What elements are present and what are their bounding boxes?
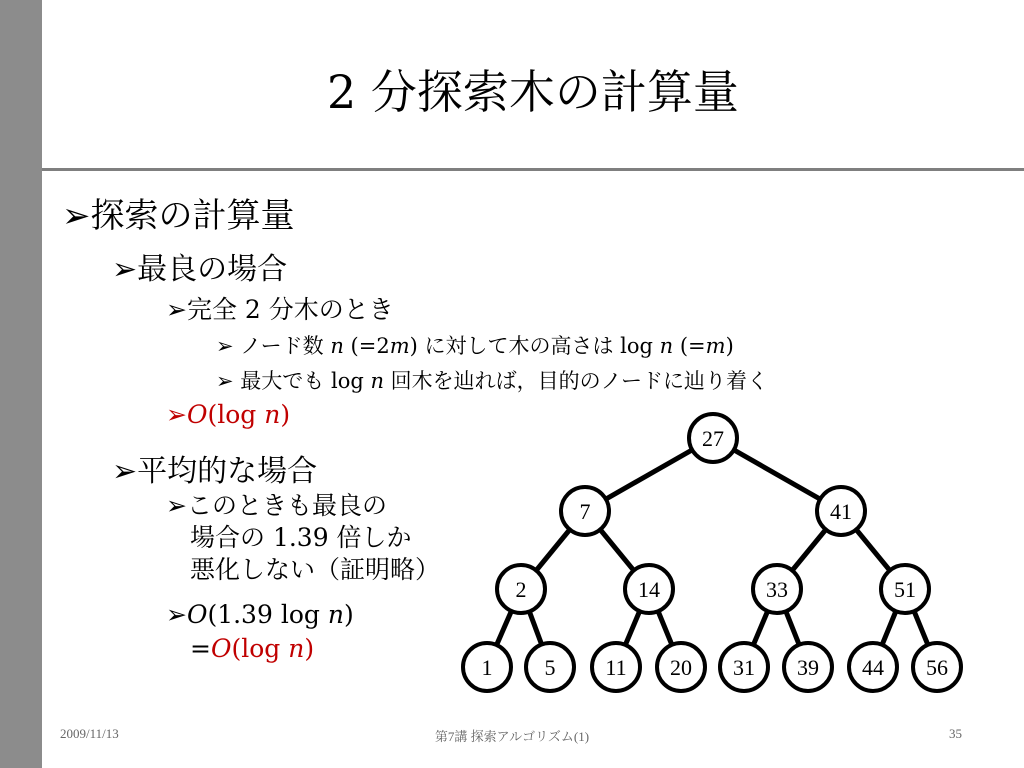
- bullet-text: 平均的な場合: [137, 454, 318, 489]
- svg-text:14: 14: [638, 577, 660, 602]
- tree-node: [817, 487, 865, 535]
- math-var-n: n: [288, 634, 305, 663]
- svg-text:39: 39: [797, 655, 819, 680]
- tree-node: [849, 643, 897, 691]
- tree-node: [497, 565, 545, 613]
- svg-text:56: 56: [926, 655, 948, 680]
- math-var-m: m: [389, 334, 410, 358]
- text-segment: (=2: [343, 334, 390, 358]
- tree-node: [463, 643, 511, 691]
- text-segment: ): [280, 400, 291, 429]
- bullet-text: 最良の場合: [137, 252, 288, 287]
- tree-node: [720, 643, 768, 691]
- text-segment: (log: [231, 634, 289, 663]
- footer-date: 2009/11/13: [60, 726, 119, 741]
- text-segment: ノード数: [240, 334, 331, 358]
- svg-text:7: 7: [579, 499, 591, 524]
- arrow-bullet-icon: ➢: [166, 400, 187, 429]
- text-segment: ): [725, 334, 734, 358]
- svg-text:20: 20: [670, 655, 692, 680]
- footer-page-number: 35: [949, 726, 962, 741]
- math-var-n: n: [370, 369, 384, 393]
- tree-node: [784, 643, 832, 691]
- bullet-text: 探索の計算量: [90, 196, 295, 236]
- math-var-n: n: [659, 334, 674, 358]
- tree-node: [753, 565, 801, 613]
- text-segment: 回木を辿れば，目的のノードに辿り着く: [383, 369, 769, 393]
- arrow-bullet-icon: ➢: [112, 252, 138, 287]
- tree-node: [625, 565, 673, 613]
- arrow-bullet-icon: ➢: [62, 196, 91, 236]
- text-segment: (1.39 log: [207, 600, 328, 629]
- svg-text:33: 33: [766, 577, 788, 602]
- svg-text:2: 2: [515, 577, 527, 602]
- math-big-o: O: [210, 634, 232, 663]
- svg-text:5: 5: [544, 655, 556, 680]
- math-var-n: n: [327, 600, 344, 629]
- math-big-o: O: [186, 400, 208, 429]
- text-segment: 最大でも log: [240, 369, 371, 393]
- svg-text:11: 11: [605, 655, 627, 680]
- text-segment: =: [190, 634, 211, 663]
- text-segment: (log: [207, 400, 265, 429]
- math-var-n: n: [264, 400, 281, 429]
- text-line: 悪化しない（証明略）: [190, 555, 441, 584]
- math-var-n: n: [330, 334, 344, 358]
- tree-node: [913, 643, 961, 691]
- math-var-m: m: [705, 334, 726, 358]
- tree-edges: [487, 438, 937, 667]
- svg-text:1: 1: [481, 655, 493, 680]
- arrow-bullet-icon: ➢: [166, 491, 187, 520]
- arrow-bullet-icon: ➢: [166, 295, 187, 324]
- arrow-bullet-icon: ➢: [216, 334, 234, 358]
- text-line: このときも最良の: [186, 491, 387, 520]
- svg-text:51: 51: [894, 577, 916, 602]
- tree-nodes: [463, 414, 961, 691]
- svg-text:31: 31: [733, 655, 755, 680]
- tree-node: [561, 487, 609, 535]
- tree-node: [689, 414, 737, 462]
- tree-node: [881, 565, 929, 613]
- tree-node: [657, 643, 705, 691]
- tree-node: [526, 643, 574, 691]
- bullet-text: 完全 2 分木のとき: [186, 295, 394, 324]
- text-line: 場合の 1.39 倍しか: [190, 523, 412, 552]
- text-segment: ): [343, 600, 354, 629]
- math-big-o: O: [186, 600, 208, 629]
- text-segment: ) に対して木の高さは log: [409, 334, 660, 358]
- arrow-bullet-icon: ➢: [112, 454, 138, 489]
- slide-title: 2 分探索木の計算量: [327, 65, 739, 119]
- text-segment: (=: [673, 334, 706, 358]
- tree-node: [592, 643, 640, 691]
- arrow-bullet-icon: ➢: [166, 600, 187, 629]
- svg-text:27: 27: [702, 426, 724, 451]
- svg-text:44: 44: [862, 655, 884, 680]
- text-segment: ): [304, 634, 315, 663]
- svg-text:41: 41: [830, 499, 852, 524]
- arrow-bullet-icon: ➢: [216, 369, 234, 393]
- footer-course-title: 第7講 探索アルゴリズム(1): [434, 729, 590, 744]
